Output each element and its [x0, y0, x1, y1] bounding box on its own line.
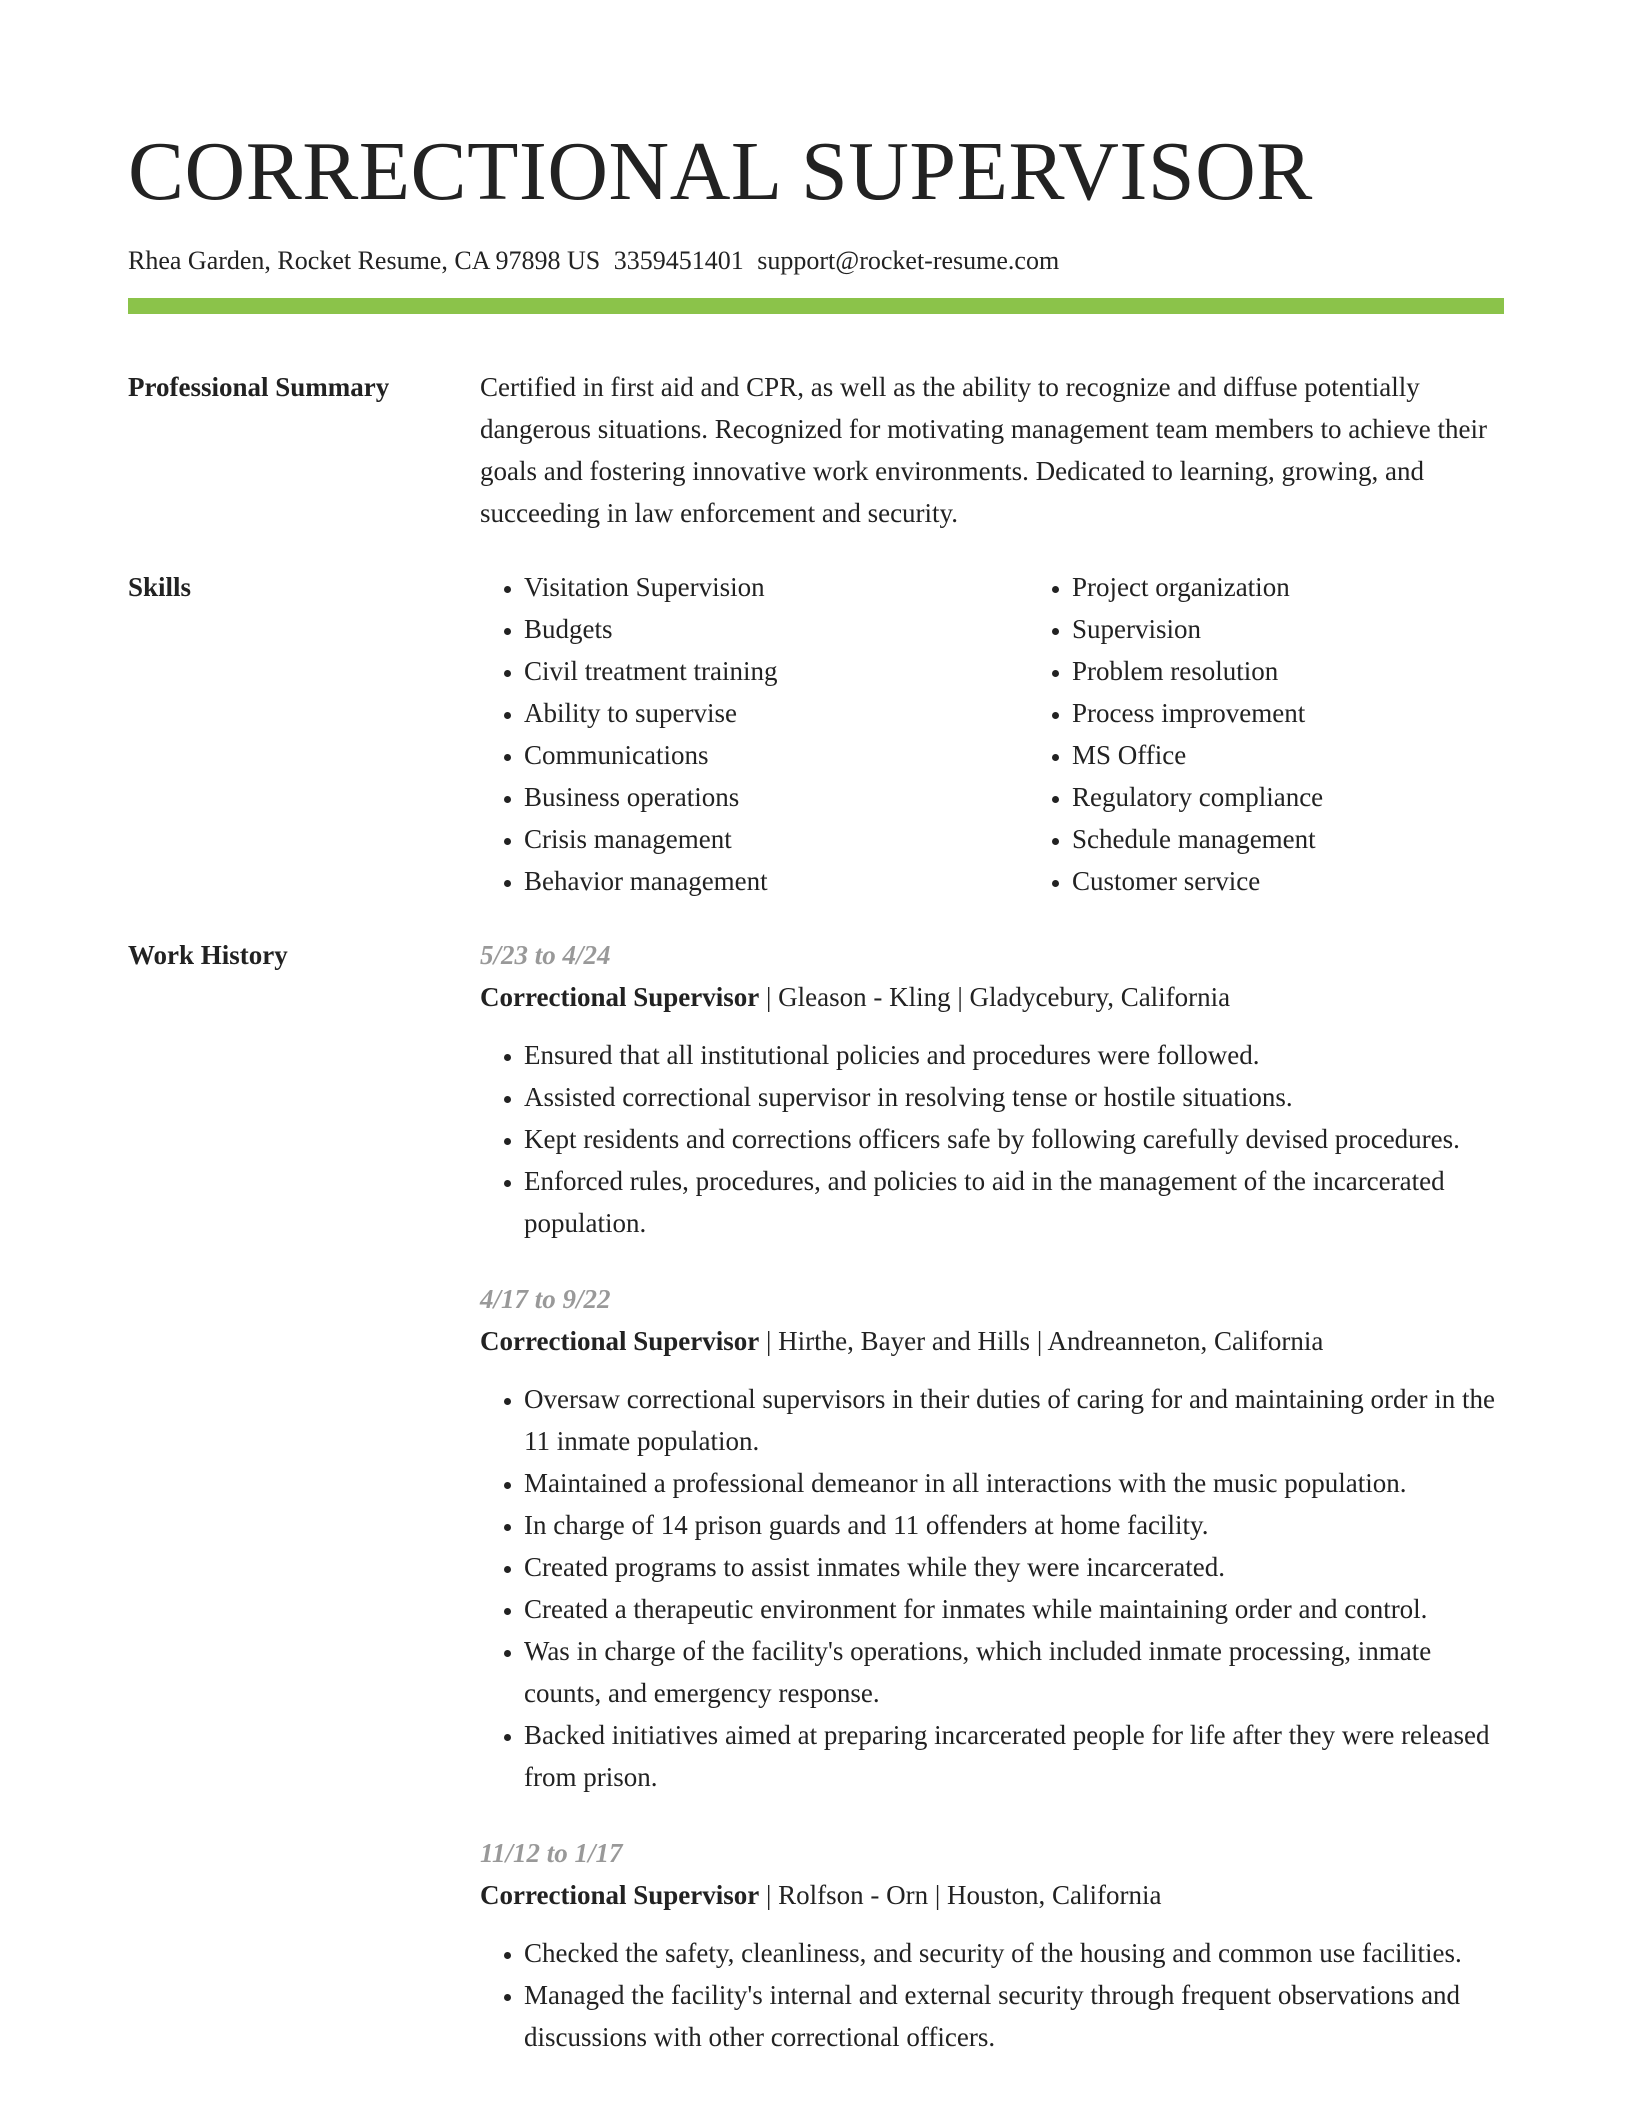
skill-item: • Schedule management [1072, 818, 1576, 860]
skill-item: • Visitation Supervision [524, 566, 1028, 608]
job-location: Andreanneton, California [1047, 1326, 1324, 1356]
skill-item: • Customer service [1072, 860, 1576, 902]
job-bullet: • Ensured that all institutional policies and procedures were followed. [524, 1034, 1504, 1076]
job-bullet: • Checked the safety, cleanliness, and security of the housing and common use facilities. [524, 1932, 1504, 1974]
job-title-line [480, 976, 1504, 1018]
job-bullet: • Created a therapeutic environment for inmates while maintaining order and control. [524, 1588, 1504, 1630]
separator: | [759, 982, 779, 1012]
job-company: Hirthe, Bayer and Hills [778, 1326, 1031, 1356]
job-bullet: • Oversaw correctional supervisors in their duties of caring for and maintaining order in the 11 inmate population. [524, 1378, 1504, 1462]
skill-item: • Behavior management [524, 860, 1028, 902]
skills-list-left [480, 566, 1028, 902]
job-bullets [480, 1932, 1504, 2058]
job-location: Houston, California [947, 1880, 1162, 1910]
summary-heading: Professional Summary [128, 372, 390, 402]
work-section [128, 934, 1504, 2092]
job-title: Correctional Supervisor [480, 1326, 760, 1356]
contact-address: Rhea Garden, Rocket Resume, CA 97898 US [128, 246, 601, 275]
skill-item: • Project organization [1072, 566, 1576, 608]
summary-text: Certified in first aid and CPR, as well as the ability to recognize and diffuse potentially dangerous situations. Recognized for motivating management team members to achieve their goals and fostering innovative work environments. Dedicated to learning, growing, and succeeding in law enforcement and security. [480, 372, 1487, 528]
skill-item: • Budgets [524, 608, 1028, 650]
job-title-line [480, 1320, 1504, 1362]
job-title: Correctional Supervisor [480, 1880, 760, 1910]
skill-item: • Ability to supervise [524, 692, 1028, 734]
job-dates: 11/12 to 1/17 [480, 1838, 623, 1868]
separator: | [1030, 1326, 1048, 1356]
job-bullets [480, 1378, 1504, 1798]
skill-item: • Regulatory compliance [1072, 776, 1576, 818]
job-title: Correctional Supervisor [480, 982, 760, 1012]
skill-item: • Problem resolution [1072, 650, 1576, 692]
job-bullet: • Assisted correctional supervisor in resolving tense or hostile situations. [524, 1076, 1504, 1118]
job-dates: 4/17 to 9/22 [480, 1284, 611, 1314]
job-bullet: • Created programs to assist inmates while they were incarcerated. [524, 1546, 1504, 1588]
job-bullet: • Managed the facility's internal and external security through frequent observations and discussions with other correctional officers. [524, 1974, 1504, 2058]
skill-item: • Process improvement [1072, 692, 1576, 734]
accent-divider [128, 298, 1504, 314]
skill-item: • Business operations [524, 776, 1028, 818]
job-bullet: • Kept residents and corrections officers safe by following carefully devised procedures. [524, 1118, 1504, 1160]
skills-section [128, 566, 1504, 902]
job-company: Rolfson - Orn [778, 1880, 929, 1910]
job-bullets [480, 1034, 1504, 1244]
job-location: Gladycebury, California [969, 982, 1231, 1012]
job-dates: 5/23 to 4/24 [480, 940, 611, 970]
separator: | [759, 1880, 779, 1910]
separator: | [928, 1880, 948, 1910]
contact-phone: 3359451401 [613, 246, 744, 275]
page-title: CORRECTIONAL SUPERVISOR [128, 125, 1313, 218]
job-title-line [480, 1874, 1504, 1916]
skill-item: • Civil treatment training [524, 650, 1028, 692]
job-entry [480, 1832, 1504, 2058]
contact-email: support@rocket-resume.com [757, 246, 1060, 275]
job-entry [480, 934, 1504, 1244]
job-entry [480, 1278, 1504, 1798]
separator: | [759, 1326, 779, 1356]
contact-line [128, 244, 1504, 278]
resume-page [128, 0, 1504, 2092]
work-heading: Work History [128, 940, 288, 970]
skill-item: • Supervision [1072, 608, 1576, 650]
job-bullet: • Maintained a professional demeanor in all interactions with the music population. [524, 1462, 1504, 1504]
skill-item: • Crisis management [524, 818, 1028, 860]
skills-list-right [1028, 566, 1576, 902]
skills-heading: Skills [128, 572, 192, 602]
job-list [480, 934, 1504, 2092]
job-bullet: • Backed initiatives aimed at preparing incarcerated people for life after they were released from prison. [524, 1714, 1504, 1798]
job-company: Gleason - Kling [778, 982, 951, 1012]
summary-section [128, 366, 1504, 534]
job-bullet: • In charge of 14 prison guards and 11 offenders at home facility. [524, 1504, 1504, 1546]
skill-item: • Communications [524, 734, 1028, 776]
separator: | [950, 982, 970, 1012]
skill-item: • MS Office [1072, 734, 1576, 776]
job-bullet: • Was in charge of the facility's operations, which included inmate processing, inmate counts, and emergency response. [524, 1630, 1504, 1714]
job-bullet: • Enforced rules, procedures, and policies to aid in the management of the incarcerated population. [524, 1160, 1504, 1244]
